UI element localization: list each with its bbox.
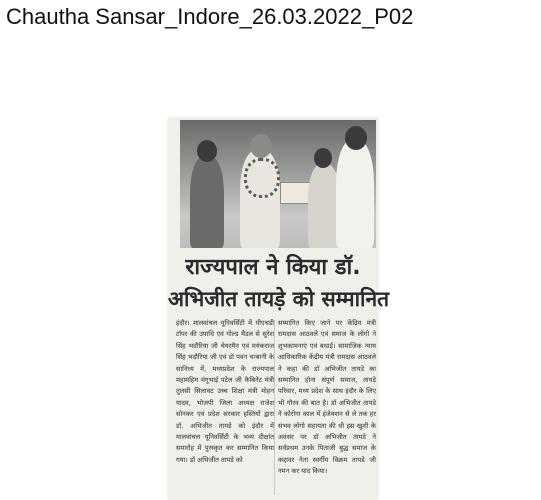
headline-line-2: अभिजीत तायड़े को सम्मानित bbox=[168, 287, 390, 311]
article-photo bbox=[180, 120, 376, 248]
article-column-right bbox=[278, 318, 376, 500]
newspaper-clipping bbox=[168, 118, 390, 500]
article-text-left: इंदौर। मालवांचल यूनिवर्सिटी में पीएचडी टॉपर की उपाधि एवं गोल्ड मैडल से सुरेश सिंह भदौरिया जी चेयरमैन एवं मयंकराज सिंह भदौरिया जी एवं डॉ पवन चन्बानी के सानिध्य में, मध्यप्रदेश के राज्यपाल महामहिम मंगूभाई पटेल जी कैबिनेट मंत्री तुलसी सिलावट उच्च शिक्षा मंत्री मोहन यादव, भोजपी जिला अध्यक्ष राजेश सोनकर एवं प्रदेश सरकार हस्तियों द्वारा डॉ. अभिजीत तायडे को इंदौर में मालवांचल यूनिवर्सिटी के भव्य दीक्षांत समारोह में पुरस्कृत कर सम्मानित किया गया। डॉ अभिजीत तायडे को bbox=[176, 319, 274, 464]
article-column-left bbox=[176, 318, 274, 500]
headline-line-1: राज्यपाल ने किया डॉ. bbox=[185, 255, 361, 280]
article-text-right: सम्मानित किए जाने पर केंद्रिय मंत्री रामदास आठवले एवं समाज के लोगो ने शुभकामनाएं एवं बधाई। सामाजिक न्याय आधिकारिक केंद्रीय मंत्री रामदास आठवले ने कहा की डॉ अभिजीत तायडे का सम्मानित होना संपूर्ण समाज, तायड़े परिवार, मध्य प्रदेश के साथ इंदौर के लिए भी गौरव की बात है। डॉ अभिजीत तायडे ने कोरोना काल में इंजेक्शन से ले तक हर संभव लोगो सहायता की थी इस खुशी के अवसर पर डॉ अभिजीत तायडे ने सर्वप्रथम उनके पिताजी बुद्ध समाज के कद्दावर नेता स्वर्गीय विक्रम तायडे जी नमन कर याद किया। bbox=[278, 319, 376, 476]
column-divider bbox=[274, 320, 275, 495]
page-title: Chautha Sansar_Indore_26.03.2022_P02 bbox=[6, 4, 414, 29]
